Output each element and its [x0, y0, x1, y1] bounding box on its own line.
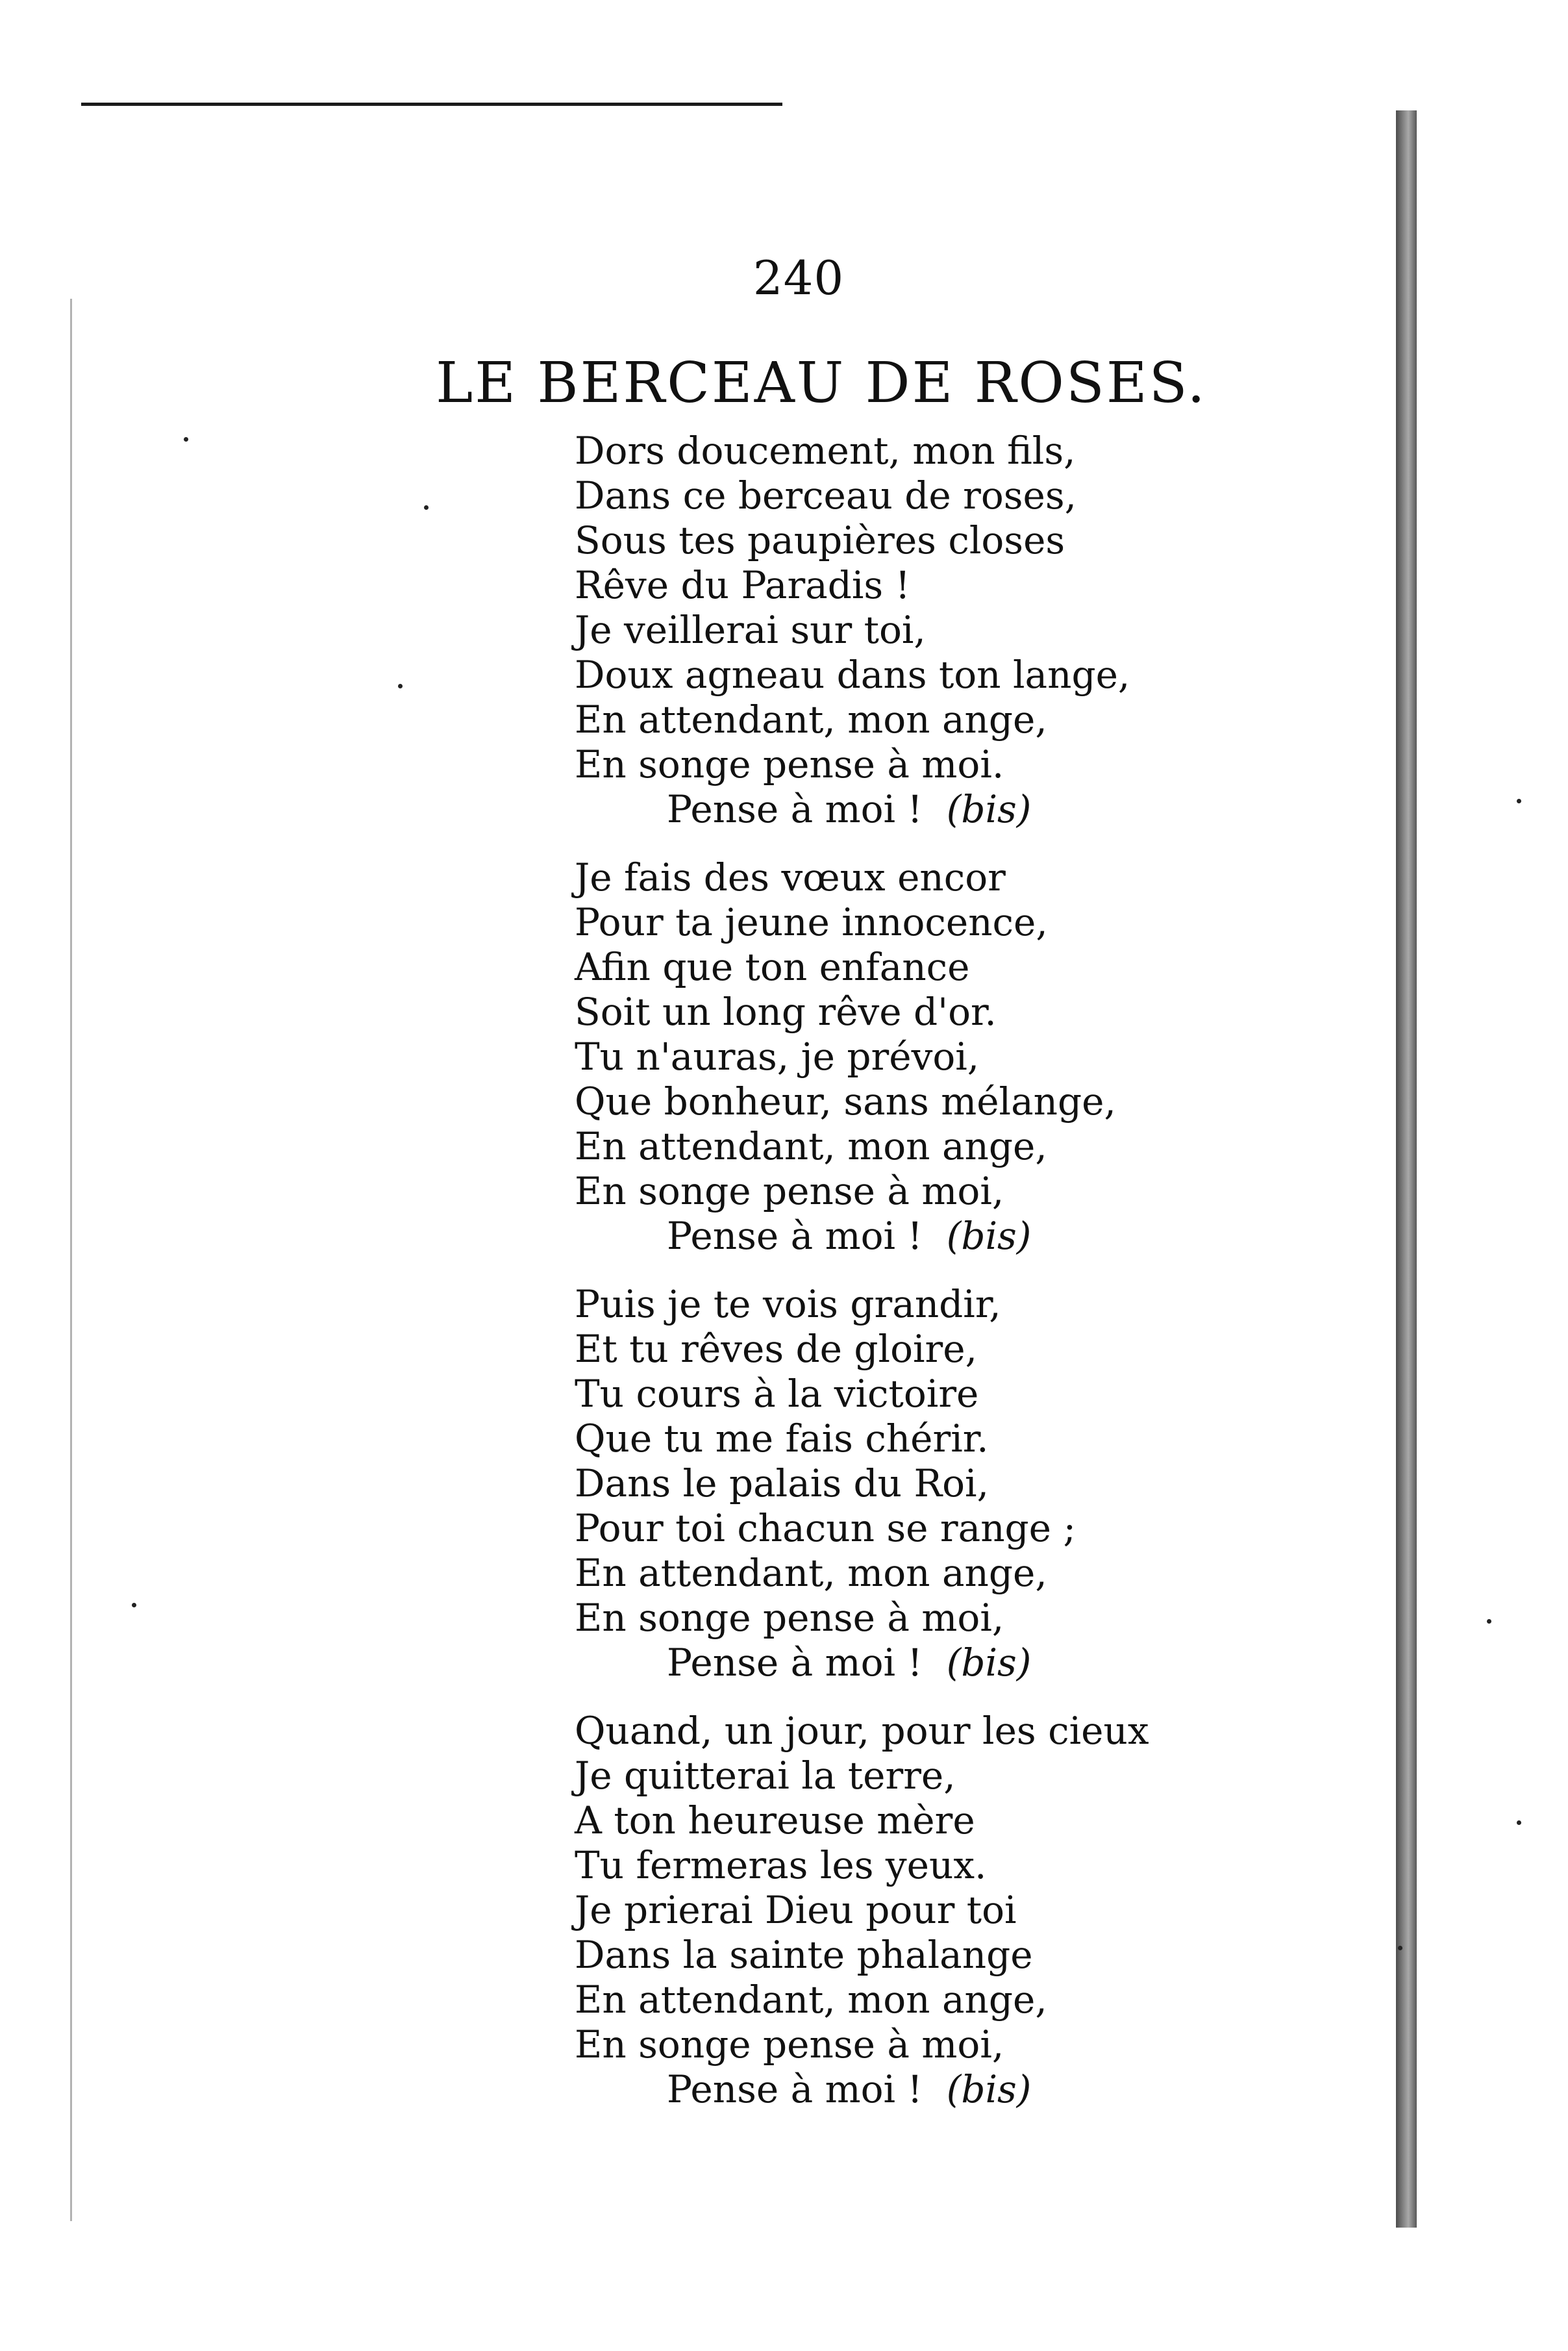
verse-line: Afin que ton enfance [575, 945, 970, 989]
print-speck [1398, 1946, 1402, 1950]
verse-line: Sous tes paupières closes [575, 518, 1065, 562]
print-speck [1517, 1820, 1521, 1825]
verse-line: Pour ta jeune innocence, [575, 900, 1048, 944]
page-number: 240 [753, 251, 845, 305]
verse-line: Que bonheur, sans mélange, [575, 1079, 1116, 1124]
verse-line: A ton heureuse mère [575, 1798, 975, 1842]
verse-line: Puis je te vois grandir, [575, 1282, 1001, 1326]
verse-line: Rêve du Paradis ! [575, 563, 910, 607]
print-speck [132, 1603, 136, 1607]
verse-line: En songe pense à moi, [575, 1169, 1004, 1213]
verse-line: Dans le palais du Roi, [575, 1461, 989, 1505]
stanza-3 [575, 1282, 1354, 1685]
print-speck [424, 505, 429, 510]
refrain-text: Pense à moi ! [667, 1641, 923, 1685]
verse-line: Tu cours à la victoire [575, 1372, 979, 1416]
refrain-text: Pense à moi ! [667, 1214, 923, 1258]
bis-marker: (bis) [946, 2067, 1032, 2111]
song-text [575, 429, 1354, 2135]
stanza-4 [575, 1709, 1354, 2112]
stanza-1 [575, 429, 1354, 832]
verse-line: Dans ce berceau de roses, [575, 473, 1077, 518]
refrain-line [575, 1641, 1354, 1685]
verse-line: Dors doucement, mon fils, [575, 429, 1076, 473]
print-speck [1487, 1619, 1491, 1624]
bis-marker: (bis) [946, 787, 1032, 831]
verse-line: Quand, un jour, pour les cieux [575, 1709, 1149, 1753]
verse-line: Soit un long rêve d'or. [575, 990, 997, 1034]
verse-line: Tu fermeras les yeux. [575, 1843, 987, 1887]
verse-line: Doux agneau dans ton lange, [575, 653, 1130, 697]
verse-line: Pour toi chacun se range ; [575, 1506, 1076, 1550]
verse-line: Je prierai Dieu pour toi [575, 1888, 1017, 1932]
bis-marker: (bis) [946, 1641, 1032, 1685]
verse-line: Je quitterai la terre, [575, 1754, 956, 1798]
verse-line: En songe pense à moi. [575, 742, 1004, 786]
top-rule [81, 103, 782, 106]
refrain-line [575, 1214, 1354, 1259]
verse-line: En attendant, mon ange, [575, 1551, 1047, 1595]
song-title: LE BERCEAU DE ROSES. [436, 351, 1207, 416]
refrain-line [575, 2067, 1354, 2112]
stanza-2 [575, 855, 1354, 1259]
verse-line: En songe pense à moi, [575, 1596, 1004, 1640]
page-left-edge [70, 299, 72, 2221]
verse-line: En attendant, mon ange, [575, 1124, 1047, 1168]
print-speck [184, 437, 188, 442]
refrain-text: Pense à moi ! [667, 787, 923, 831]
verse-line: Que tu me fais chérir. [575, 1416, 989, 1461]
verse-line: Tu n'auras, je prévoi, [575, 1035, 980, 1079]
verse-line: Je veillerai sur toi, [575, 608, 926, 652]
verse-line: Je fais des vœux encor [575, 855, 1006, 899]
verse-line: Et tu rêves de gloire, [575, 1327, 978, 1371]
verse-line: En attendant, mon ange, [575, 698, 1047, 742]
print-speck [1517, 799, 1521, 803]
refrain-line [575, 787, 1354, 832]
book-spine-edge [1396, 110, 1417, 2228]
verse-line: En attendant, mon ange, [575, 1978, 1047, 2022]
print-speck [398, 684, 403, 688]
verse-line: Dans la sainte phalange [575, 1933, 1033, 1977]
verse-line: En songe pense à moi, [575, 2022, 1004, 2067]
refrain-text: Pense à moi ! [667, 2067, 923, 2111]
bis-marker: (bis) [946, 1214, 1032, 1258]
